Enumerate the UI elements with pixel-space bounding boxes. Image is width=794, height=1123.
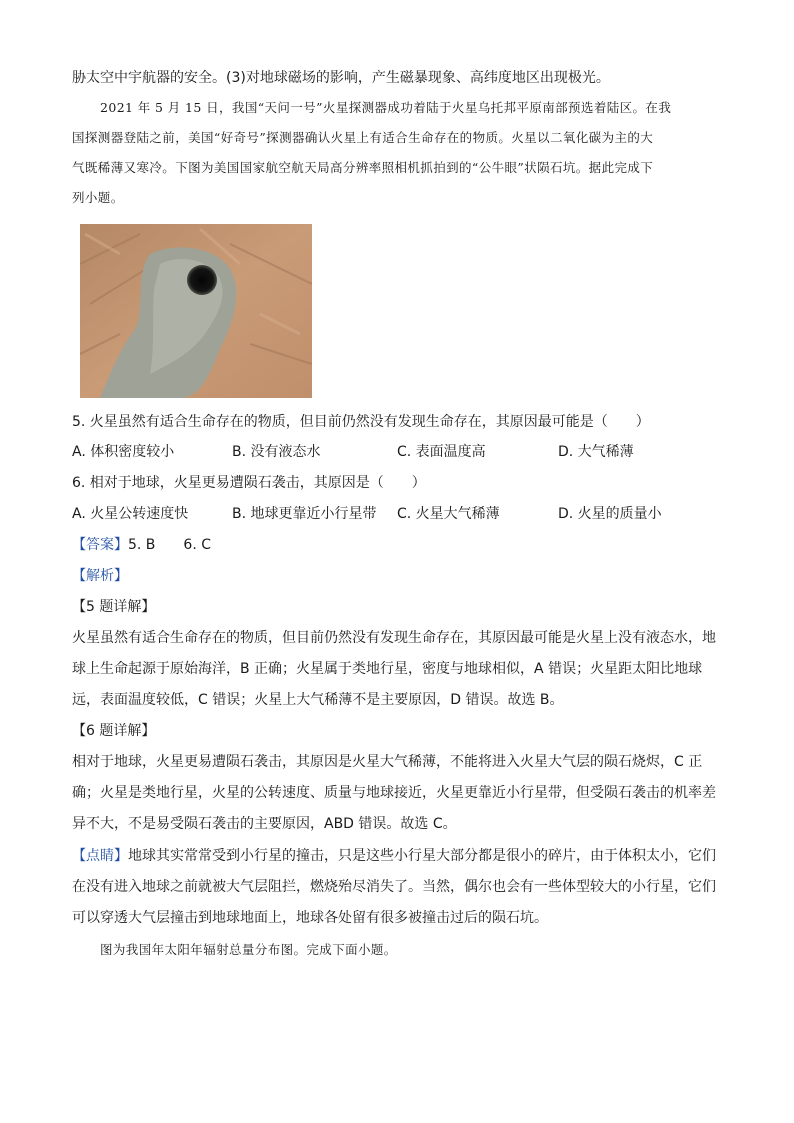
intro-line-4: 列小题。 — [72, 190, 124, 205]
tip-line-1 — [72, 846, 722, 866]
analysis-line — [72, 566, 722, 586]
intro-line-2: 国探测器登陆之前，美国“好奇号”探测器确认火星上有适合生命存在的物质。火星以二氧化碳为主的大 — [72, 130, 654, 145]
detail-5-line-1: 火星虽然有适合生命存在的物质，但目前仍然没有发现生命存在，其原因最可能是火星上没有液态水，地 — [72, 630, 716, 646]
answer-tag: 【答案】 — [72, 537, 128, 553]
q5-option-a[interactable]: A. 体积密度较小 — [72, 444, 175, 460]
next-intro-line: 图为我国年太阳年辐射总量分布图。完成下面小题。 — [100, 942, 397, 957]
intro-line-3: 气既稀薄又寒冷。下图为美国国家航空航天局高分辨率照相机抓拍到的“公牛眼”状陨石坑。据此完成下 — [72, 160, 654, 175]
q6-option-a[interactable]: A. 火星公转速度快 — [72, 506, 189, 522]
detail-6-line-3: 异不大，不是易受陨石袭击的主要原因，ABD 错误。故选 C。 — [72, 816, 457, 832]
detail-5-line-2: 球上生命起源于原始海洋，B 正确；火星属于类地行星，密度与地球相似，A 错误；火星距太阳比地球 — [72, 661, 703, 677]
answer-line — [72, 535, 722, 555]
q6-option-c[interactable]: C. 火星大气稀薄 — [397, 506, 500, 522]
analysis-tag: 【解析】 — [72, 568, 128, 584]
q6-option-b[interactable]: B. 地球更靠近小行星带 — [232, 506, 377, 522]
tip-tag: 【点睛】 — [72, 848, 128, 864]
tip-line-2: 在没有进入地球之前就被大气层阻拦，燃烧殆尽消失了。当然，偶尔也会有一些体型较大的小行星，它们 — [72, 879, 716, 895]
question-6-stem: 6. 相对于地球，火星更易遭陨石袭击，其原因是（ ） — [72, 475, 426, 491]
tip-first-text: 地球其实常常受到小行星的撞击，只是这些小行星大部分都是很小的碎片，由于体积太小，它们 — [128, 848, 716, 864]
crater-photo — [80, 224, 312, 398]
answer-text: 5. B 6. C — [128, 537, 211, 553]
tip-line-3: 可以穿透大气层撞击到地球地面上，地球各处留有很多被撞击过后的陨石坑。 — [72, 910, 548, 926]
detail-6-line-2: 确；火星是类地行星，火星的公转速度、质量与地球接近，火星更靠近小行星带，但受陨石袭击的机率差 — [72, 785, 716, 801]
detail-6-line-1: 相对于地球，火星更易遭陨石袭击，其原因是火星大气稀薄，不能将进入火星大气层的陨石烧烬，C 正 — [72, 754, 703, 770]
detail-5-heading: 【5 题详解】 — [72, 599, 156, 615]
detail-5-line-3: 远，表面温度较低，C 错误；火星上大气稀薄不是主要原因，D 错误。故选 B。 — [72, 692, 564, 708]
q5-option-c[interactable]: C. 表面温度高 — [397, 444, 486, 460]
q5-option-b[interactable]: B. 没有液态水 — [232, 444, 321, 460]
detail-6-heading: 【6 题详解】 — [72, 723, 156, 739]
q6-option-d[interactable]: D. 火星的质量小 — [558, 506, 662, 522]
q5-option-d[interactable]: D. 大气稀薄 — [558, 444, 634, 460]
question-5-stem: 5. 火星虽然有适合生命存在的物质，但目前仍然没有发现生命存在，其原因最可能是（ ） — [72, 414, 650, 430]
continuation-line: 胁太空中宇航器的安全。(3)对地球磁场的影响，产生磁暴现象、高纬度地区出现极光。 — [72, 70, 610, 86]
intro-line-1: 2021 年 5 月 15 日，我国“天问一号”火星探测器成功着陆于火星乌托邦平原南部预选着陆区。在我 — [100, 100, 672, 115]
